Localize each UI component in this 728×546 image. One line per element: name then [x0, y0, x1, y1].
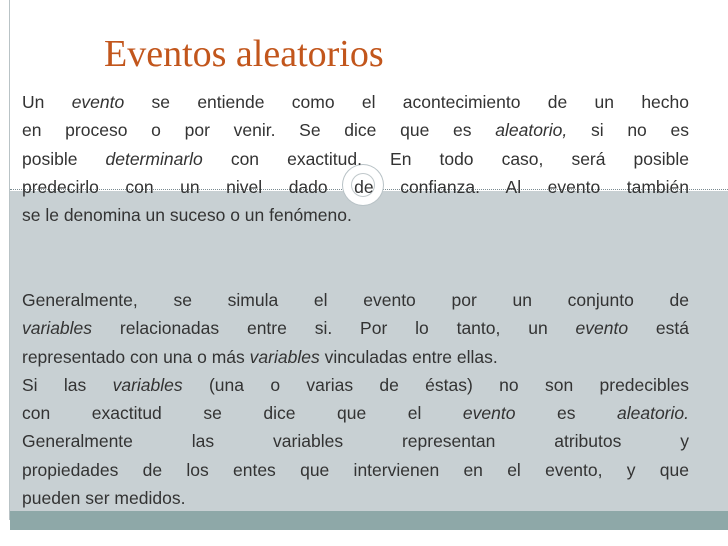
- text-segment: predecirlo con un nivel dado de confianza. Al evento también: [22, 176, 689, 197]
- text-segment: es: [515, 403, 617, 424]
- italic-term: evento: [71, 92, 125, 112]
- footer-bar: [10, 511, 728, 530]
- text-segment: se le denomina un suceso o un fenómeno.: [22, 205, 352, 226]
- italic-term: variables: [249, 346, 320, 367]
- italic-term: variables: [22, 318, 93, 339]
- text-segment: vinculadas entre ellas.: [319, 346, 498, 367]
- italic-term: variables: [112, 374, 183, 395]
- text-segment: Generalmente las variables representan atributos y: [22, 431, 689, 452]
- text-segment: si no es: [567, 120, 689, 141]
- text-line: [22, 145, 689, 173]
- text-segment: representado con una o más: [22, 346, 250, 367]
- text-segment: Un: [22, 92, 72, 112]
- text-line: [22, 399, 689, 427]
- text-line: [22, 314, 689, 342]
- text-line: [22, 286, 689, 314]
- text-segment: Generalmente, se simula el evento por un conjunto de: [22, 290, 689, 310]
- italic-term: aleatorio,: [495, 120, 568, 141]
- text-line: [22, 343, 689, 371]
- text-segment: Si las: [22, 374, 113, 395]
- italic-term: evento: [462, 403, 516, 424]
- slide-title: Eventos aleatorios: [104, 33, 384, 75]
- text-line: [22, 173, 689, 201]
- text-line: [22, 371, 689, 399]
- italic-term: evento: [575, 318, 629, 339]
- paragraph-definition: [22, 88, 689, 229]
- text-line: [22, 201, 689, 229]
- text-segment: relacionadas entre si. Por lo tanto, un: [92, 318, 576, 339]
- text-line: [22, 484, 689, 512]
- text-segment: está: [628, 318, 689, 339]
- italic-term: aleatorio.: [617, 403, 689, 424]
- text-line: [22, 88, 689, 116]
- text-segment: (una o varias de éstas) no son predecibles: [182, 374, 690, 395]
- text-segment: posible: [22, 148, 106, 169]
- text-segment: con exactitud se dice que el: [22, 403, 463, 424]
- text-segment: se entiende como el acontecimiento de un hecho: [124, 92, 690, 112]
- text-segment: pueden ser medidos.: [22, 488, 186, 509]
- text-segment: propiedades de los entes que intervienen en el evento, y que: [22, 459, 689, 480]
- text-line: [22, 427, 689, 455]
- italic-term: determinarlo: [105, 148, 203, 169]
- text-line: [22, 456, 689, 484]
- text-segment: en proceso o por venir. Se dice que es: [22, 120, 496, 141]
- text-line: [22, 116, 689, 144]
- paragraph-variables: [22, 286, 689, 512]
- text-segment: con exactitud. En todo caso, será posible: [202, 148, 689, 169]
